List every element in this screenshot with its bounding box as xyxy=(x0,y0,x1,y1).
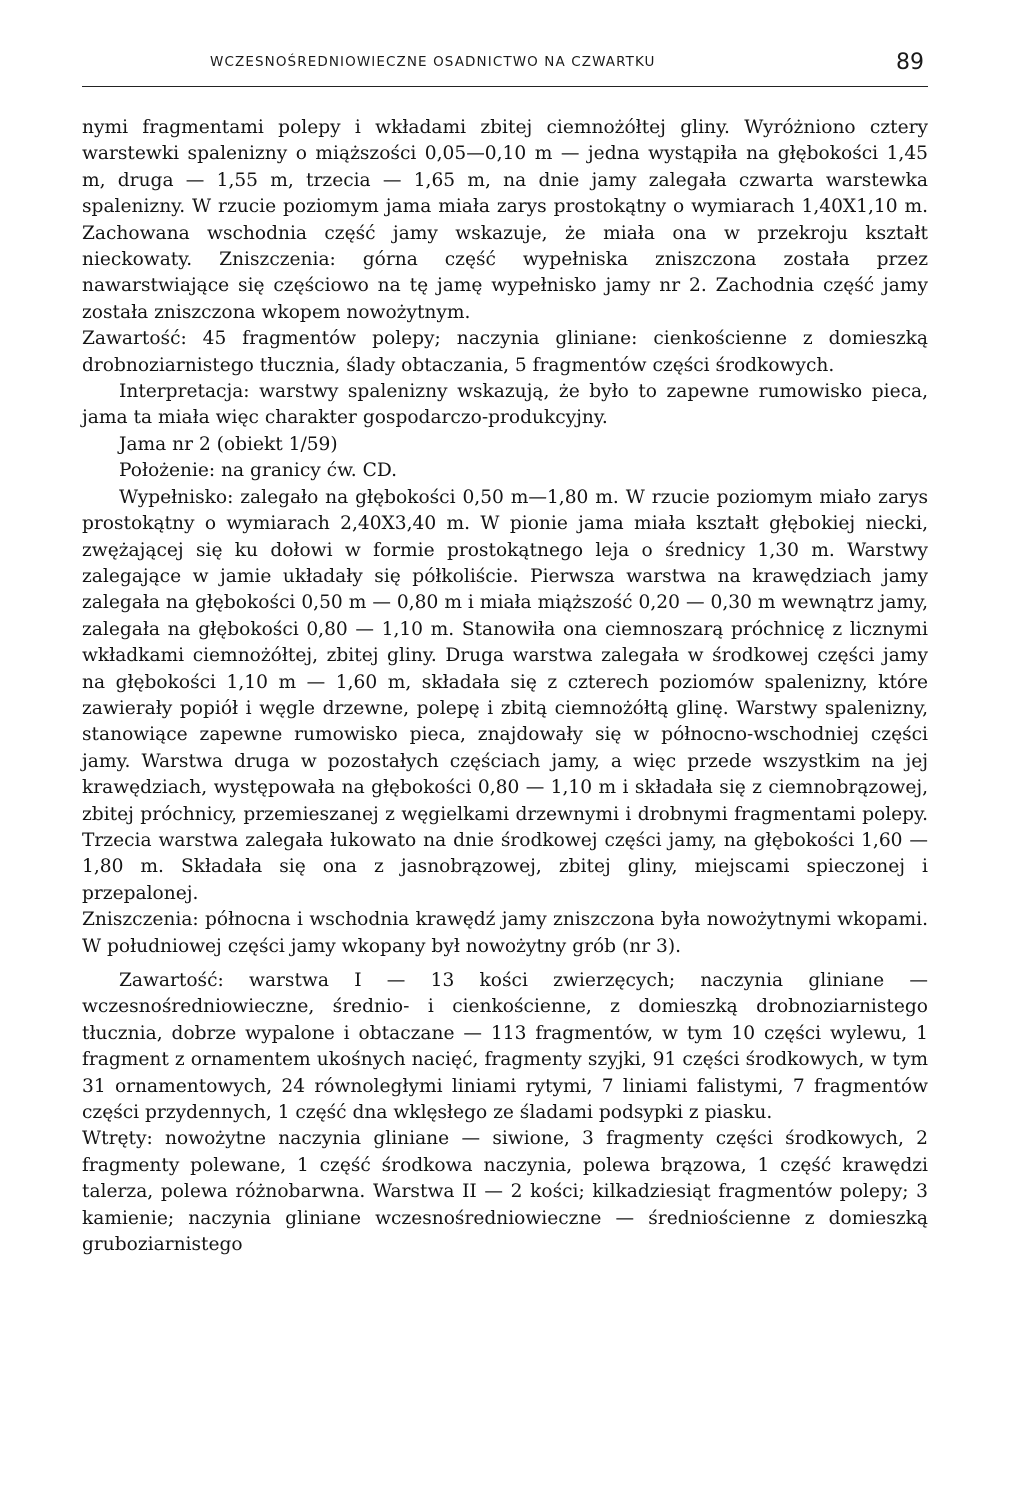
paragraph-continuation: nymi fragmentami polepy i wkładami zbitej ciemnożółtej gliny. Wyróżniono cztery warstewki spalenizny o miąższości 0,05—0,10 m — jedna wystąpiła na głębokości 1,45 m, druga — 1,55 m, trzecia — 1,65 m, na dnie jamy zalegała czwarta warstewka spalenizny. W rzucie poziomym jama miała zarys prostokątny o wymiarach 1,40X1,10 m. Zachowana wschodnia część jamy wskazuje, że miała ona w przekroju kształt nieckowaty. Zniszczenia: górna część wypełniska zniszczona została przez nawarstwiające się częściowo na tę jamę wypełnisko jamy nr 2. Zachodnia część jamy została zniszczona wkopem nowożytnym. xyxy=(82,117,928,323)
paragraph-damage: Zniszczenia: północna i wschodnia krawędź jamy zniszczona była nowożytnymi wkopami. W południowej części jamy wkopany był nowożytny grób (nr 3). xyxy=(82,909,928,957)
paragraph-contents-pit-2: Zawartość: warstwa I — 13 kości zwierzęcych; naczynia gliniane — wczesnośredniowieczne, średnio- i cienkościenne, z domieszką drobnoziarnistego tłucznia, dobrze wypalone i obtaczane — 113 fragmentów, w tym 10 części wylewu, 1 fragment z ornamentem ukośnych nacięć, fragmenty szyjki, 91 części środkowych, w tym 31 ornamentowych, 24 równoległymi liniami rytymi, 7 liniami falistymi, 7 fragmentów części przydennych, 1 część dna wklęsłego ze śladami podsypki z piasku. xyxy=(82,970,928,1124)
page xyxy=(82,40,928,1258)
paragraph-location: Położenie: na granicy ćw. CD. xyxy=(119,460,397,482)
section-heading-pit-2: Jama nr 2 (obiekt 1/59) xyxy=(119,433,338,455)
body-text xyxy=(82,115,928,1258)
paragraph-interpretation: Interpretacja: warstwy spalenizny wskazują, że było to zapewne rumowisko pieca, jama ta miała więc charakter gospodarczo-produkcyjny. xyxy=(82,381,928,429)
page-number: 89 xyxy=(896,50,924,75)
running-header xyxy=(82,40,928,87)
paragraph-contents-pit-1: Zawartość: 45 fragmentów polepy; naczynia gliniane: cienkościenne z domieszką drobnoziarnistego tłucznia, ślady obtaczania, 5 fragmentów części środkowych. xyxy=(82,328,928,376)
paragraph-fill: Wypełnisko: zalegało na głębokości 0,50 m—1,80 m. W rzucie poziomym miało zarys prostokątny o wymiarach 2,40X3,40 m. W pionie jama miała kształt głębokiej niecki, zwężającej się ku dołowi w formie prostokątnego leja o średnicy 1,30 m. Warstwy zalegające w jamie układały się półkoliście. Pierwsza warstwa na krawędziach jamy zalegała na głębokości 0,50 m — 0,80 m i miała miąższość 0,20 — 0,30 m wewnątrz jamy, zalegała na głębokości 0,80 — 1,10 m. Stanowiła ona ciemnoszarą próchnicę z licznymi wkładkami ciemnożółtej, zbitej gliny. Druga warstwa zalegała w środkowej części jamy na głębokości 1,10 m — 1,60 m, składała się z czterech poziomów spalenizny, które zawierały popiół i węgle drzewne, polepę i zbitą ciemnożółtą glinę. Warstwy spalenizny, stanowiące zapewne rumowisko pieca, znajdowały się w północno-wschodniej części jamy. Warstwa druga w pozostałych częściach jamy, a więc przede wszystkim na jej krawędziach, występowała na głębokości 0,80 — 1,10 m i składała się z ciemnobrązowej, zbitej próchnicy, przemieszanej z węgielkami drzewnymi i drobnymi fragmentami polepy. Trzecia warstwa zalegała łukowato na dnie środkowej części jamy, na głębokości 1,60 — 1,80 m. Składała się ona z jasnobrązowej, zbitej gliny, miejscami spieczonej i przepalonej. xyxy=(82,486,928,904)
paragraph-intrusions: Wtręty: nowożytne naczynia gliniane — siwione, 3 fragmenty części środkowych, 2 fragmenty polewane, 1 część środkowa naczynia, polewa brązowa, 1 część krawędzi talerza, polewa różnobarwna. Warstwa II — 2 kości; kilkadziesiąt fragmentów polepy; 3 kamienie; naczynia gliniane wczesnośredniowieczne — średniościenne z domieszką gruboziarnistego xyxy=(82,1128,928,1256)
running-title: WCZESNOŚREDNIOWIECZNE OSADNICTWO NA CZWARTKU xyxy=(210,54,656,70)
